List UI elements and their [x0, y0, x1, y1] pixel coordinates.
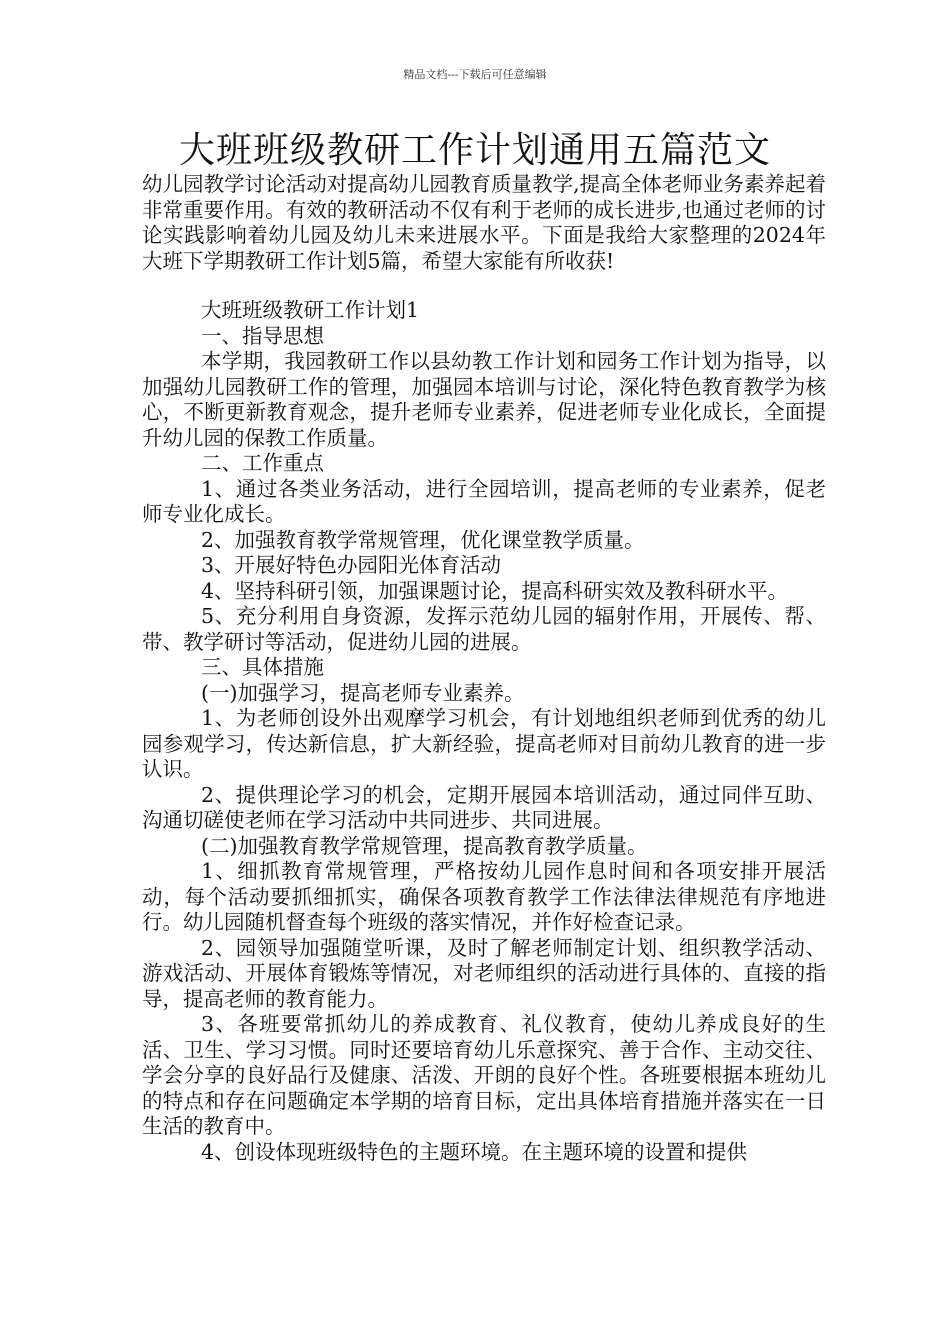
paragraph: 1、细抓教育常规管理，严格按幼儿园作息时间和各项安排开展活动，每个活动要抓细抓实，确保各项教育教学工作法律法律规范有序地进行。幼儿园随机督查每个班级的落实情况，并作好检查记录。	[142, 859, 826, 934]
paragraph: 4、创设体现班级特色的主题环境。在主题环境的设置和提供	[201, 1139, 748, 1164]
header-note: 精品文档---下载后可任意编辑	[403, 68, 547, 81]
intro-paragraph: 幼儿园教学讨论活动对提高幼儿园教育质量教学,提高全体老师业务素养起着非常重要作用。有效的教研活动不仅有利于老师的成长进步,也通过老师的讨论实践影响着幼儿园及幼儿未来进展水平。下面是我给大家整理的2024年大班下学期教研工作计划5篇，希望大家能有所收获!	[142, 172, 826, 273]
paragraph: 2、提供理论学习的机会，定期开展园本培训活动，通过同伴互助、沟通切磋使老师在学习活动中共同进步、共同进展。	[142, 782, 826, 832]
paragraph: 1、为老师创设外出观摩学习机会，有计划地组织老师到优秀的幼儿园参观学习，传达新信息，扩大新经验，提高老师对目前幼儿教育的进一步认识。	[142, 706, 826, 781]
paragraph: 1、通过各类业务活动，进行全园培训，提高老师的专业素养，促老师专业化成长。	[142, 476, 826, 526]
document-body	[142, 172, 826, 1165]
paragraph: 3、开展好特色办园阳光体育活动	[201, 553, 502, 577]
section-heading: 大班班级教研工作计划1	[201, 298, 420, 322]
heading: 一、指导思想	[201, 323, 324, 348]
subheading: (二)加强教育教学常规管理，提高教育教学质量。	[201, 833, 648, 858]
heading: 二、工作重点	[201, 451, 324, 475]
paragraph: 本学期，我园教研工作以县幼教工作计划和园务工作计划为指导，以加强幼儿园教研工作的管理，加强园本培训与讨论，深化特色教育教学为核心，不断更新教育观念，提升老师专业素养，促进老师专业化成长，全面提升幼儿园的保教工作质量。	[142, 349, 826, 450]
paragraph: 2、园领导加强随堂听课，及时了解老师制定计划、组织教学活动、游戏活动、开展体育锻炼等情况，对老师组织的活动进行具体的、直接的指导，提高老师的教育能力。	[142, 935, 826, 1011]
paragraph: 2、加强教育教学常规管理，优化课堂教学质量。	[201, 527, 645, 552]
paragraph: 5、充分利用自身资源，发挥示范幼儿园的辐射作用，开展传、帮、带、教学研讨等活动，促进幼儿园的进展。	[142, 604, 826, 654]
spacer	[142, 274, 826, 298]
document-title: 大班班级教研工作计划通用五篇范文	[178, 130, 771, 171]
heading: 三、具体措施	[201, 655, 324, 679]
paragraph: 3、各班要常抓幼儿的养成教育、礼仪教育，使幼儿养成良好的生活、卫生、学习习惯。同时还要培育幼儿乐意探究、善于合作、主动交往、学会分享的良好品行及健康、活泼、开朗的良好个性。各班要根据本班幼儿的特点和存在问题确定本学期的培育目标，定出具体培育措施并落实在一日生活的教育中。	[142, 1012, 826, 1138]
paragraph: 4、坚持科研引领，加强课题讨论，提高科研实效及教科研水平。	[201, 578, 789, 603]
subheading: (一)加强学习，提高老师专业素养。	[201, 680, 525, 705]
